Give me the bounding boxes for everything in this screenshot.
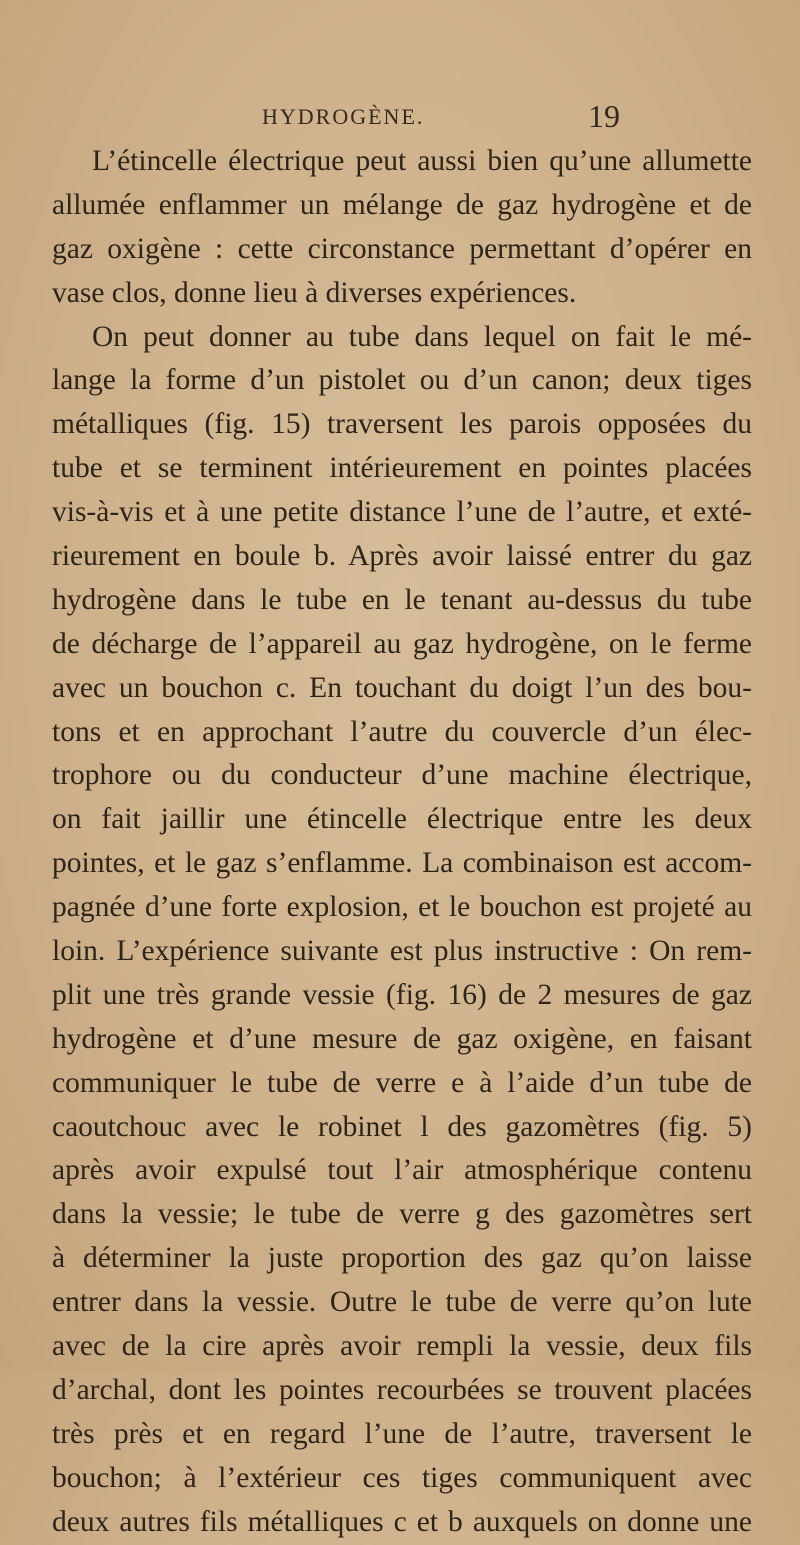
text-line: allumée enflammer un mélange de gaz hydrogène et de bbox=[52, 188, 752, 221]
text-line: pointes, et le gaz s’enflamme. La combinaison est accom- bbox=[52, 847, 752, 880]
text-line: L’étincelle électrique peut aussi bien qu’une allumette bbox=[92, 145, 752, 177]
text-line: dans la vessie; le tube de verre g des gazomètres sert bbox=[52, 1198, 752, 1231]
text-line: tons et en approchant l’autre du couvercle d’un élec- bbox=[52, 715, 752, 748]
text-line: à déterminer la juste proportion des gaz qu’on laisse bbox=[52, 1242, 752, 1275]
text-line: bouchon; à l’extérieur ces tiges communiquent avec bbox=[52, 1461, 752, 1494]
text-line: avec un bouchon c. En touchant du doigt l’un des bou- bbox=[52, 671, 752, 704]
page-number: 19 bbox=[588, 98, 620, 134]
text-line: deux autres fils métalliques c et b auxquels on donne une bbox=[52, 1505, 752, 1538]
text-line: d’archal, dont les pointes recourbées se trouvent placées bbox=[52, 1373, 752, 1406]
page-header bbox=[0, 98, 800, 144]
text-line: lange la forme d’un pistolet ou d’un canon; deux tiges bbox=[52, 364, 752, 397]
text-line: communiquer le tube de verre e à l’aide d’un tube de bbox=[52, 1066, 752, 1099]
text-line: hydrogène et d’une mesure de gaz oxigène, en faisant bbox=[52, 1022, 752, 1055]
running-title: HYDROGÈNE. bbox=[262, 104, 425, 129]
text-line: gaz oxigène : cette circonstance permettant d’opérer en bbox=[52, 232, 752, 265]
text-line: tube et se terminent intérieurement en pointes placées bbox=[52, 452, 752, 485]
text-line: après avoir expulsé tout l’air atmosphérique contenu bbox=[52, 1154, 752, 1187]
text-line: rieurement en boule b. Après avoir laissé entrer du gaz bbox=[52, 540, 752, 573]
text-line: on fait jaillir une étincelle électrique entre les deux bbox=[52, 803, 752, 836]
text-line: métalliques (fig. 15) traversent les parois opposées du bbox=[52, 408, 752, 441]
text-line: vase clos, donne lieu à diverses expériences. bbox=[52, 276, 577, 309]
text-line: caoutchouc avec le robinet l des gazomètres (fig. 5) bbox=[52, 1110, 752, 1143]
text-line: très près et en regard l’une de l’autre, traversent le bbox=[52, 1417, 752, 1450]
text-line: de décharge de l’appareil au gaz hydrogène, on le ferme bbox=[52, 627, 752, 660]
text-line: vis-à-vis et à une petite distance l’une de l’autre, et exté- bbox=[52, 496, 752, 529]
text-line: avec de la cire après avoir rempli la vessie, deux fils bbox=[52, 1330, 752, 1363]
text-line: trophore ou du conducteur d’une machine électrique, bbox=[52, 759, 752, 792]
text-line: loin. L’expérience suivante est plus instructive : On rem- bbox=[52, 935, 752, 968]
text-line: entrer dans la vessie. Outre le tube de verre qu’on lute bbox=[52, 1286, 752, 1319]
body-text bbox=[52, 140, 752, 1545]
text-line: plit une très grande vessie (fig. 16) de 2 mesures de gaz bbox=[52, 978, 752, 1011]
text-line: hydrogène dans le tube en le tenant au-dessus du tube bbox=[52, 583, 752, 616]
text-line: On peut donner au tube dans lequel on fait le mé- bbox=[92, 320, 752, 353]
text-line: pagnée d’une forte explosion, et le bouchon est projeté au bbox=[52, 891, 752, 924]
